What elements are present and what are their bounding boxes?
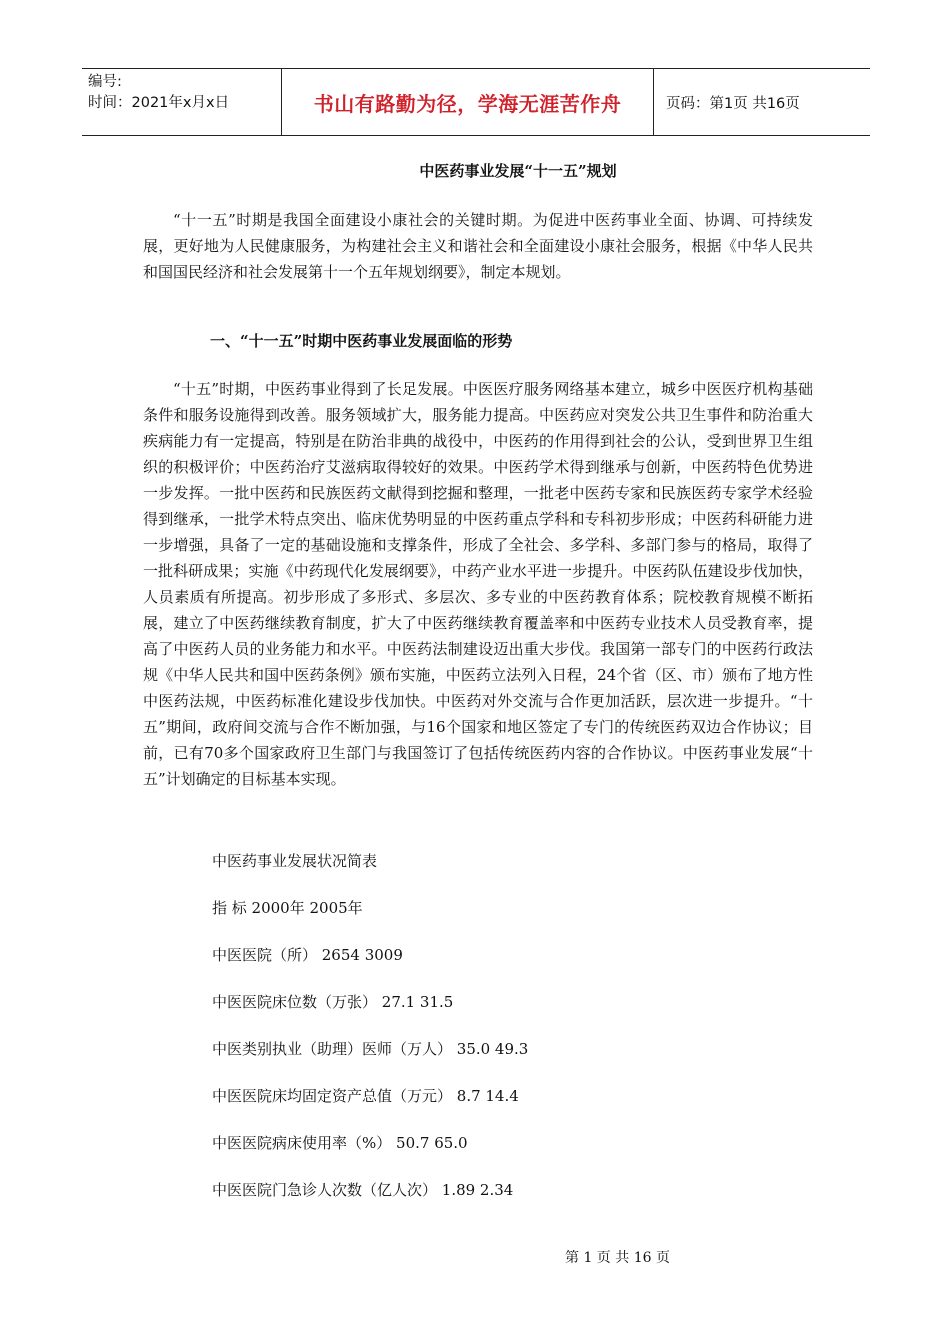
table-row: 中医医院病床使用率（%） 50.7 65.0: [212, 1134, 468, 1152]
time-label: 时间：2021年x月x日: [88, 95, 230, 111]
table-row: 中医医院床位数（万张） 27.1 31.5: [212, 993, 454, 1011]
table-caption: 中医药事业发展状况简表: [212, 852, 378, 870]
header-page-label: 页码：第1页 共16页: [666, 95, 800, 112]
table-row: 中医医院（所） 2654 3009: [212, 946, 403, 964]
header-motto: 书山有路勤为径，学海无涯苦作舟: [282, 69, 654, 135]
section1-paragraph: “十五”时期，中医药事业得到了长足发展。中医医疗服务网络基本建立，城乡中医医疗机构基础条件和服务设施得到改善。服务领域扩大，服务能力提高。中医药应对突发公共卫生事件和防治重大疾病能力有一定提高，特别是在防治非典的战役中，中医药的作用得到社会的公认，受到世界卫生组织的积极评价；中医药治疗艾滋病取得较好的效果。中医药学术得到继承与创新，中医药特色优势进一步发挥。一批中医药和民族医药文献得到挖掘和整理，一批老中医药专家和民族医药专家学术经验得到继承，一批学术特点突出、临床优势明显的中医药重点学科和专科初步形成；中医药科研能力进一步增强，具备了一定的基础设施和支撑条件，形成了全社会、多学科、多部门参与的格局，取得了一批科研成果；实施《中药现代化发展纲要》，中药产业水平进一步提升。中医药队伍建设步伐加快，人员素质有所提高。初步形成了多形式、多层次、多专业的中医药教育体系；院校教育规模不断拓展，建立了中医药继续教育制度，扩大了中医药继续教育覆盖率和中医药专业技术人员受教育率，提高了中医药人员的业务能力和水平。中医药法制建设迈出重大步伐。我国第一部专门的中医药行政法规《中华人民共和国中医药条例》颁布实施，中医药立法列入日程，24个省（区、市）颁布了地方性中医药法规，中医药标准化建设步伐加快。中医药对外交流与合作更加活跃，层次进一步提升。“十五”期间，政府间交流与合作不断加强，与16个国家和地区签定了专门的传统医药双边合作协议；目前，已有70多个国家政府卫生部门与我国签订了包括传统医药内容的合作协议。中医药事业发展“十五”计划确定的目标基本实现。: [143, 380, 813, 788]
serial-number-label: 编号:: [88, 74, 122, 90]
table-row: 中医类别执业（助理）医师（万人） 35.0 49.3: [212, 1040, 529, 1058]
page-footer-number: 第 1 页 共 16 页: [565, 1250, 670, 1266]
section-heading-1: 一、“十一五”时期中医药事业发展面临的形势: [210, 332, 513, 350]
table-header-row: 指 标 2000年 2005年: [212, 899, 363, 917]
page-header: [82, 68, 870, 136]
header-meta-cell: [82, 69, 282, 135]
table-row: 中医医院门急诊人次数（亿人次） 1.89 2.34: [212, 1181, 514, 1199]
document-title: 中医药事业发展“十一五”规划: [419, 162, 617, 180]
intro-paragraph: “十一五”时期是我国全面建设小康社会的关键时期。为促进中医药事业全面、协调、可持续发展，更好地为人民健康服务，为构建社会主义和谐社会和全面建设小康社会服务，根据《中华人民共和国国民经济和社会发展第十一个五年规划纲要》，制定本规划。: [143, 211, 813, 281]
table-row: 中医医院床均固定资产总值（万元） 8.7 14.4: [212, 1087, 519, 1105]
